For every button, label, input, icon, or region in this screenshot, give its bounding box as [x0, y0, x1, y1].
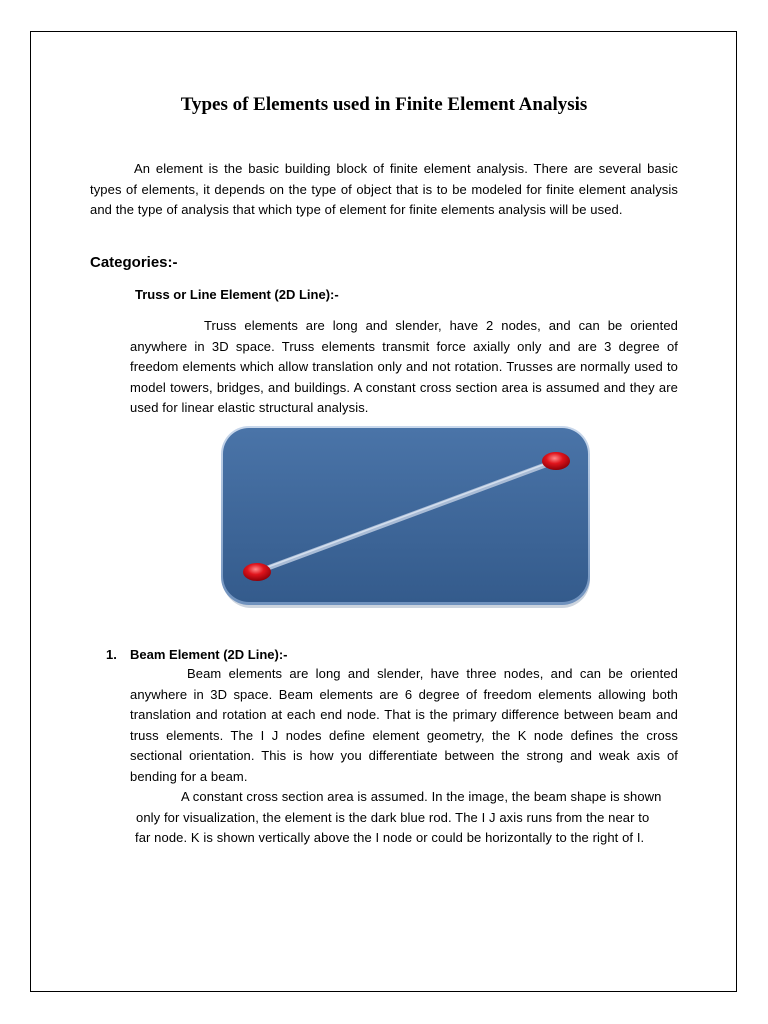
- document-title: Types of Elements used in Finite Element Analysis: [180, 94, 588, 115]
- beam-paragraph-2-line-1: A constant cross section area is assumed. In the image, the beam shape is shown: [181, 789, 662, 804]
- beam-paragraph-2-line-3: far node. K is shown vertically above the I node or could be horizontally to the right of I.: [135, 830, 645, 845]
- categories-heading: Categories:-: [90, 254, 178, 271]
- truss-element-figure: [220, 425, 592, 609]
- node-i: [243, 563, 271, 581]
- beam-paragraph-2-line-2: only for visualization, the element is the dark blue rod. The I J axis runs from the near to: [136, 809, 650, 825]
- node-j: [542, 452, 570, 470]
- beam-paragraph: Beam elements are long and slender, have three nodes, and can be oriented anywhere in 3D space. Beam elements are 6 degree of freedom elements allowing both translation and rotation at each end node. That is the primary difference between beam and truss elements. The I J nodes define element geometry, the K node defines the cross sectional orientation. This is how you differentiate between the strong and weak axis of bending for a beam.: [130, 666, 678, 784]
- truss-paragraph: Truss elements are long and slender, have 2 nodes, and can be oriented anywhere in 3D space. Truss elements transmit force axially only and are 3 degree of freedom elements which allow translation only and not rotation. Trusses are normally used to model towers, bridges, and buildings. A constant cross section area is assumed and they are used for linear elastic structural analysis.: [130, 318, 678, 415]
- beam-list-number: 1.: [106, 647, 117, 662]
- beam-heading: [106, 647, 287, 662]
- beam-heading-text: Beam Element (2D Line):-: [130, 647, 288, 662]
- intro-paragraph: An element is the basic building block of finite element analysis. There are several basic types of elements, it depends on the type of object that is to be modeled for finite element analysis and the type of analysis that which type of element for finite elements analysis will be used.: [90, 161, 678, 217]
- truss-heading: Truss or Line Element (2D Line):-: [135, 287, 339, 302]
- beam-paragraph-2: [130, 787, 678, 849]
